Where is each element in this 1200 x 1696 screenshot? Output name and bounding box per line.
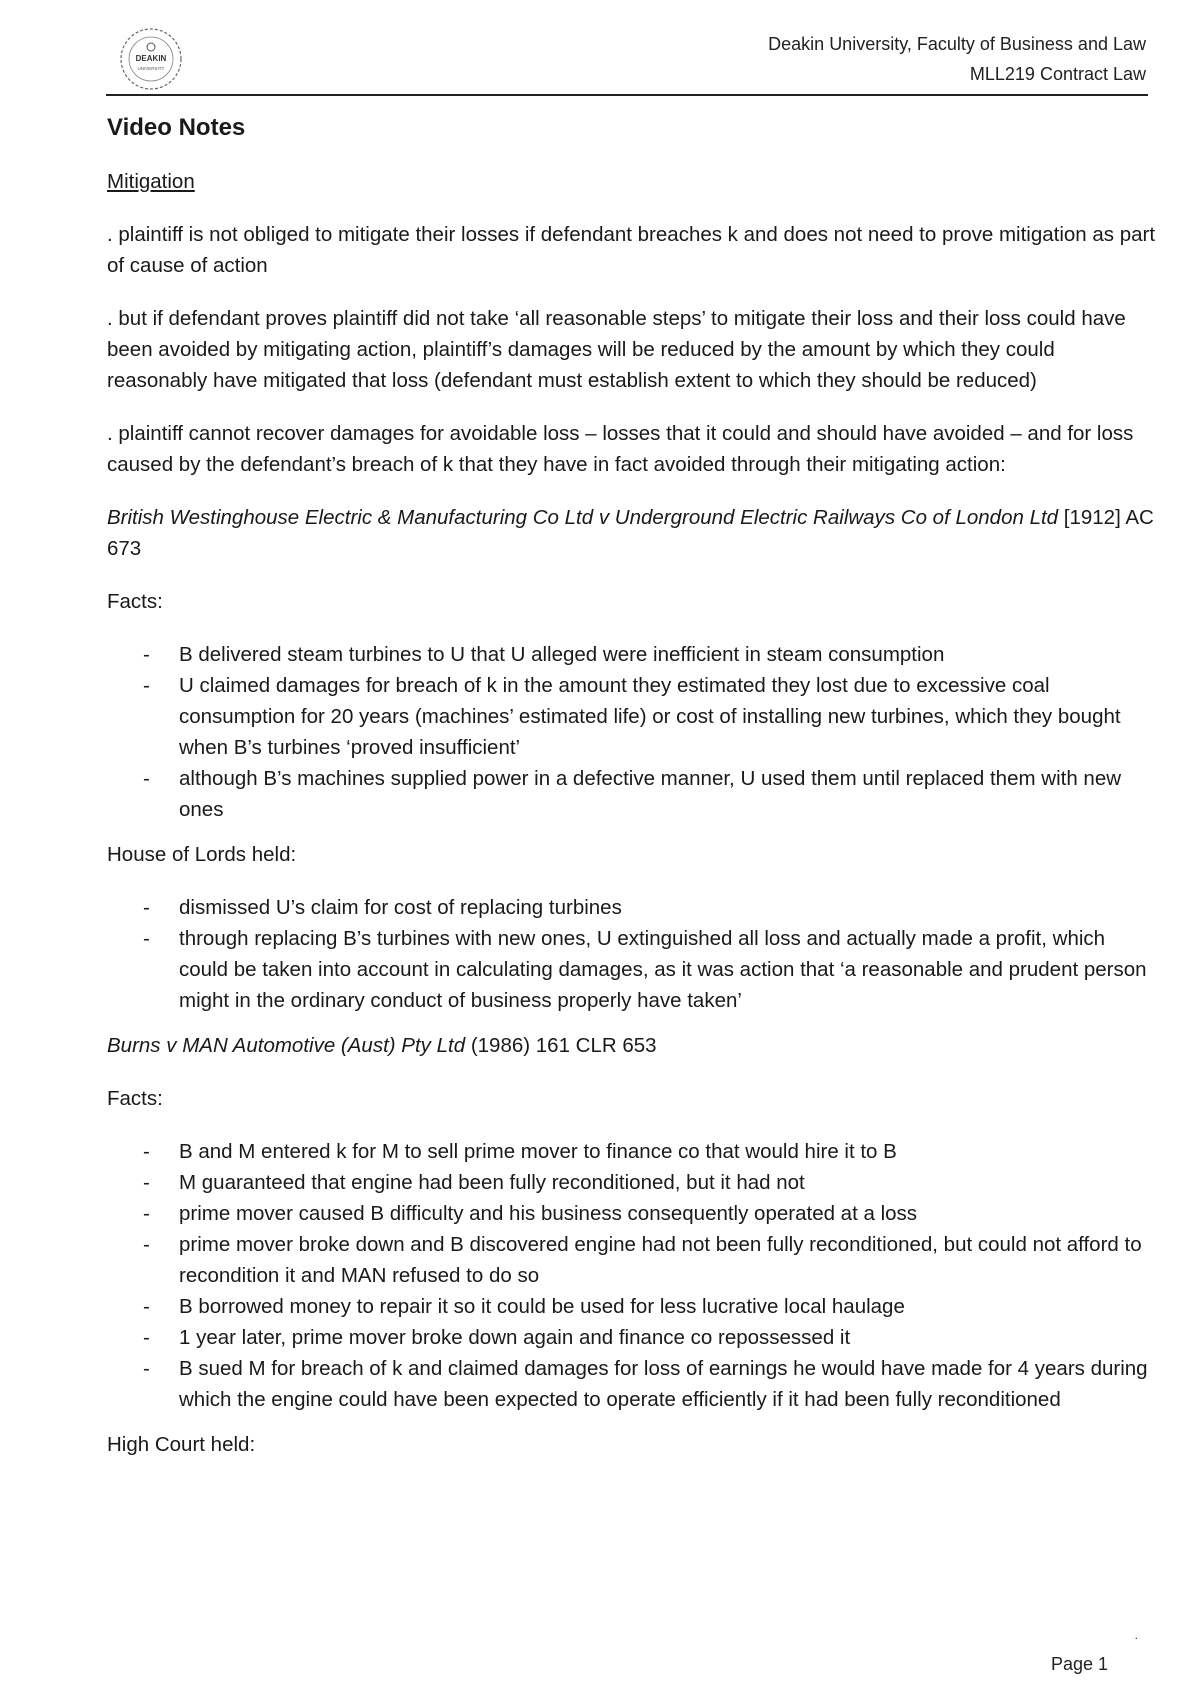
page-number: Page 1 [1050, 1654, 1108, 1674]
list-item: - prime mover caused B difficulty and his business consequently operated at a loss [107, 1198, 1157, 1229]
list-item: - U claimed damages for breach of k in the amount they estimated they lost due to excessive coal consumption for 20 years (machines’ estimated life) or cost of installing new turbines, which they bought when B’s turbines ‘proved insufficient’ [107, 670, 1157, 763]
paragraph: . plaintiff cannot recover damages for avoidable loss – losses that it could and should have avoided – and for loss caused by the defendant’s breach of k that they have in fact avoided through their mitigating action: [107, 422, 1134, 476]
held-label: House of Lords held: [107, 843, 297, 866]
case-reference [107, 502, 1157, 564]
case-citation: [1912] AC 673 [107, 506, 1154, 560]
list-item: - dismissed U’s claim for cost of replacing turbines [107, 892, 1157, 923]
page-title: Video Notes [107, 114, 246, 141]
list-item: - B borrowed money to repair it so it could be used for less lucrative local haulage [107, 1291, 1157, 1322]
list-item: - M guaranteed that engine had been fully reconditioned, but it had not [107, 1167, 1157, 1198]
case-name: British Westinghouse Electric & Manufacturing Co Ltd v Underground Electric Railways Co of London Ltd [107, 506, 1059, 529]
case-reference [107, 1030, 1157, 1061]
header-unit: MLL219 Contract Law [969, 64, 1146, 84]
header-institution: Deakin University, Faculty of Business and Law [768, 34, 1146, 54]
held-list [107, 892, 1157, 1016]
deakin-logo [118, 26, 184, 92]
document-body [107, 108, 1157, 1482]
list-item: - although B’s machines supplied power in a defective manner, U used them until replaced them with new ones [107, 763, 1157, 825]
facts-list [107, 639, 1157, 825]
case-name: Burns v MAN Automotive (Aust) Pty Ltd [107, 1034, 466, 1057]
facts-list [107, 1136, 1157, 1415]
list-item: - B sued M for breach of k and claimed damages for loss of earnings he would have made for 4 years during which the engine could have been expected to operate efficiently if it had been fully reconditioned [107, 1353, 1157, 1415]
list-item: - prime mover broke down and B discovered engine had not been fully reconditioned, but could not afford to recondition it and MAN refused to do so [107, 1229, 1157, 1291]
list-item: - B and M entered k for M to sell prime mover to finance co that would hire it to B [107, 1136, 1157, 1167]
facts-label: Facts: [107, 590, 163, 613]
held-label: High Court held: [107, 1433, 256, 1456]
svg-text:UNIVERSITY: UNIVERSITY [137, 66, 165, 71]
facts-label: Facts: [107, 1087, 163, 1110]
header-divider [106, 94, 1148, 96]
svg-text:DEAKIN: DEAKIN [135, 54, 167, 63]
list-item: - B delivered steam turbines to U that U alleged were inefficient in steam consumption [107, 639, 1157, 670]
paragraph: . plaintiff is not obliged to mitigate their losses if defendant breaches k and does not need to prove mitigation as part of cause of action [107, 223, 1156, 277]
section-heading: Mitigation [107, 170, 195, 193]
list-item: - through replacing B’s turbines with new ones, U extinguished all loss and actually made a profit, which could be taken into account in calculating damages, as it was action that ‘a reasonable and prudent person might in the ordinary conduct of business properly have taken’ [107, 923, 1157, 1016]
paragraph: . but if defendant proves plaintiff did not take ‘all reasonable steps’ to mitigate their loss and their loss could have been avoided by mitigating action, plaintiff’s damages will be reduced by the amount by which they could reasonably have mitigated that loss (defendant must establish extent to which they should be reduced) [107, 307, 1126, 392]
footer-mark: . [1134, 1628, 1138, 1642]
case-citation: (1986) 161 CLR 653 [470, 1034, 657, 1057]
list-item: - 1 year later, prime mover broke down again and finance co repossessed it [107, 1322, 1157, 1353]
